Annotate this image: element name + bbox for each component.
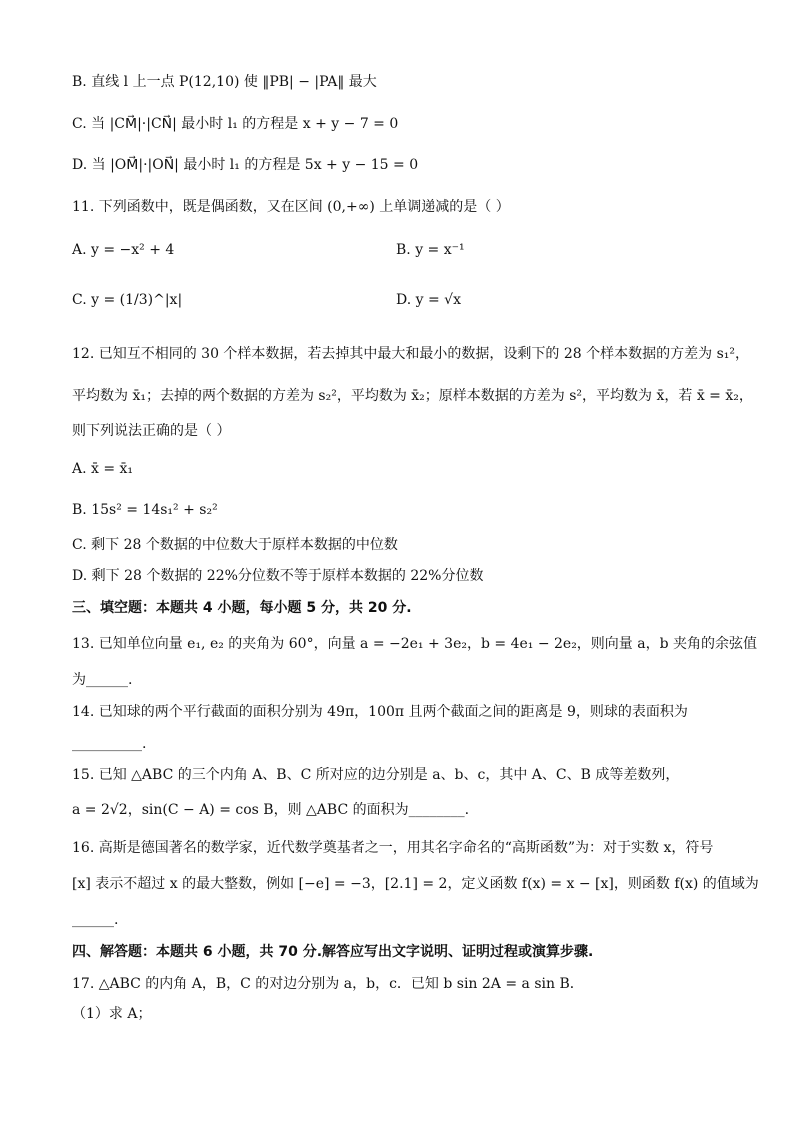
option-text: B. 15s² = 14s₁² + s₂² xyxy=(72,502,218,518)
q16-stem-line3 xyxy=(72,910,734,932)
option-text: D. 剩下 28 个数据的 22%分位数不等于原样本数据的 22%分位数 xyxy=(72,568,484,584)
q10-option-c xyxy=(72,114,734,136)
q11-option-d xyxy=(396,290,734,312)
section-title: 四、解答题：本题共 6 小题，共 70 分.解答应写出文字说明、证明过程或演算步骤. xyxy=(72,944,594,960)
question-text: 为______. xyxy=(72,672,133,688)
section-heading-solutions xyxy=(72,942,734,964)
q12-option-d xyxy=(72,566,734,588)
option-text: D. y = √x xyxy=(396,292,461,308)
q17-part1 xyxy=(72,1004,734,1026)
q15-stem-line1 xyxy=(72,765,734,787)
option-text: C. 当 |CM⃗|·|CN⃗| 最小时 l₁ 的方程是 x + y − 7 = 0 xyxy=(72,116,399,132)
question-text: 平均数为 x̄₁；去掉的两个数据的方差为 s₂²，平均数为 x̄₂；原样本数据的方差为 s²，平均数为 x̄，若 x̄ = x̄₂， xyxy=(72,388,753,404)
q15-stem-line2 xyxy=(72,800,734,822)
q10-option-d xyxy=(72,155,734,177)
question-text: （1）求 A； xyxy=(72,1006,152,1022)
option-text: B. 直线 l 上一点 P(12,10) 使 ‖PB| − |PA‖ 最大 xyxy=(72,74,377,90)
option-text: D. 当 |OM⃗|·|ON⃗| 最小时 l₁ 的方程是 5x + y − 15 = 0 xyxy=(72,157,419,173)
q16-stem-line1 xyxy=(72,838,734,860)
q13-stem-line2 xyxy=(72,670,734,692)
question-text: a = 2√2，sin(C − A) = cos B，则 △ABC 的面积为________. xyxy=(72,802,470,818)
q11-option-b xyxy=(396,240,734,262)
q11-option-a xyxy=(72,240,174,262)
q16-stem-line2 xyxy=(72,874,759,896)
question-text: ______. xyxy=(72,912,119,928)
q12-option-c xyxy=(72,535,734,557)
q17-stem xyxy=(72,974,734,996)
q11-option-c xyxy=(72,290,182,312)
q13-stem-line1 xyxy=(72,634,758,656)
question-text: 12. 已知互不相同的 30 个样本数据，若去掉其中最大和最小的数据，设剩下的 28 个样本数据的方差为 s₁²， xyxy=(72,346,750,362)
question-text: 则下列说法正确的是（ ） xyxy=(72,423,231,439)
question-text: 16. 高斯是德国著名的数学家，近代数学奠基者之一，用其名字命名的“高斯函数”为：对于实数 x，符号 xyxy=(72,840,714,856)
section-heading-fill-blank xyxy=(72,598,734,620)
question-text: 17. △ABC 的内角 A，B，C 的对边分别为 a，b，c．已知 b sin 2A = a sin B． xyxy=(72,976,584,992)
q14-stem-line2 xyxy=(72,734,734,756)
question-text: __________. xyxy=(72,736,147,752)
question-text: 14. 已知球的两个平行截面的面积分别为 49π，100π 且两个截面之间的距离是 9，则球的表面积为 xyxy=(72,704,688,720)
option-text: C. y = (1/3)^|x| xyxy=(72,292,183,308)
q12-option-a xyxy=(72,459,734,481)
option-text: A. x̄ = x̄₁ xyxy=(72,461,134,477)
q10-option-b xyxy=(72,72,734,94)
option-text: B. y = x⁻¹ xyxy=(396,242,465,258)
question-text: 13. 已知单位向量 e₁, e₂ 的夹角为 60°，向量 a = −2e₁ + 3e₂，b = 4e₁ − 2e₂，则向量 a，b 夹角的余弦值 xyxy=(72,636,758,652)
section-title: 三、填空题：本题共 4 小题，每小题 5 分，共 20 分. xyxy=(72,600,412,616)
q12-stem-line2 xyxy=(72,386,753,408)
option-text: A. y = −x² + 4 xyxy=(72,242,175,258)
q12-stem-line3 xyxy=(72,421,734,443)
question-text: [x] 表示不超过 x 的最大整数，例如 [−e] = −3，[2.1] = 2，定义函数 f(x) = x − [x]，则函数 f(x) 的值域为 xyxy=(72,876,759,892)
question-text: 11. 下列函数中，既是偶函数，又在区间 (0,+∞) 上单调递减的是（ ） xyxy=(72,199,510,215)
q12-option-b xyxy=(72,500,734,522)
option-text: C. 剩下 28 个数据的中位数大于原样本数据的中位数 xyxy=(72,537,398,553)
q11-stem xyxy=(72,197,734,219)
q14-stem-line1 xyxy=(72,702,734,724)
q12-stem-line1 xyxy=(72,344,750,366)
question-text: 15. 已知 △ABC 的三个内角 A、B、C 所对应的边分别是 a、b、c，其中 A、C、B 成等差数列， xyxy=(72,767,680,783)
